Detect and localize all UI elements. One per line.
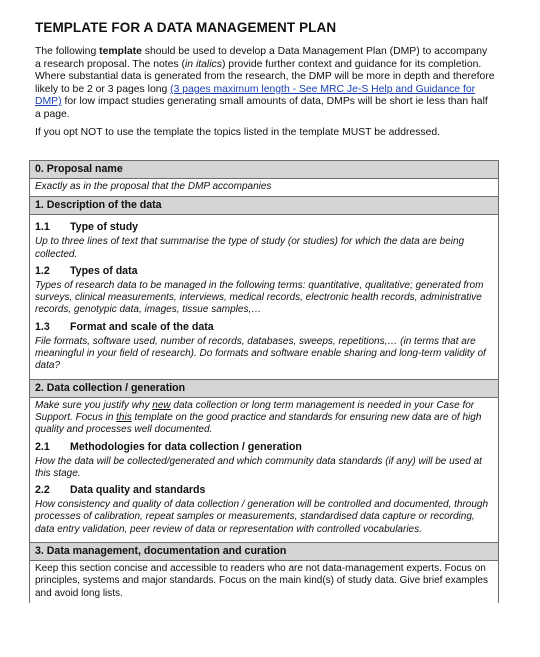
guidance-note: Types of research data to be managed in the following terms: quantitative, qualitative; generated from surveys, clinical measurements, interviews, medical records, electronic health records, administrative records, genotypic data, images, tissue samples,… bbox=[35, 279, 484, 316]
subheading-label: Format and scale of the data bbox=[70, 320, 214, 333]
intro-text-span: The following bbox=[35, 46, 100, 57]
guidance-note bbox=[35, 400, 493, 437]
subheading-format-and-scale bbox=[35, 320, 493, 334]
subheading-number: 1.3 bbox=[35, 320, 50, 333]
section-heading-proposal-name: 0. Proposal name bbox=[30, 161, 498, 179]
intro-bold-template: template bbox=[99, 46, 142, 57]
intro-text-span: for low impact studies generating small amounts of data, DMPs will be short ie less than half a page. bbox=[35, 96, 488, 120]
note-text-span: template on the good practice and standards for ensuring new data are of high quality and processes well documented. bbox=[35, 411, 482, 436]
document-title: TEMPLATE FOR A DATA MANAGEMENT PLAN bbox=[35, 20, 337, 35]
intro-paragraph-1 bbox=[35, 46, 495, 122]
section-cell-description bbox=[30, 215, 498, 378]
intro-italic-note: in italics bbox=[184, 58, 222, 70]
intro-text-span: ) provide further context and guidance for its completion. Where substantial data is generated from the research, the DMP will be more in depth and therefore likely to be 2 or 3 pages long bbox=[35, 58, 495, 95]
subheading-label: Types of data bbox=[70, 264, 138, 277]
subheading-number: 2.1 bbox=[35, 440, 50, 453]
section-heading-data-management: 3. Data management, documentation and curation bbox=[30, 542, 498, 561]
subheading-label: Methodologies for data collection / generation bbox=[70, 440, 302, 453]
guidance-note: How the data will be collected/generated and which community data standards (if any) will be used at this stage. bbox=[35, 455, 482, 479]
section-heading-description: 1. Description of the data bbox=[30, 196, 498, 215]
section-cell-data-management bbox=[30, 561, 498, 603]
guidance-note: How consistency and quality of data collection / generation will be controlled and documented, through processes of calibration, repeat samples or measurements, standardised data capture or recording, data entry validation, peer review of data or representation with controlled vocabularies. bbox=[35, 499, 489, 535]
guidance-note: Up to three lines of text that summarise the type of study (or studies) for which the data are being collected. bbox=[35, 236, 465, 260]
subheading-label: Data quality and standards bbox=[70, 484, 206, 497]
subheading-methodologies bbox=[35, 440, 493, 454]
intro-paragraph-2: If you opt NOT to use the template the topics listed in the template MUST be addressed. bbox=[35, 126, 441, 138]
guidance-note: File formats, software used, number of records, databases, sweeps, repetitions,… (in terms that are meaningful in your field of research). Do formats and software enable sharing and long-term validity of data? bbox=[35, 335, 486, 372]
intro-text-span: should be used to develop a Data Management Plan (DMP) to accompany a research proposal. The notes ( bbox=[35, 46, 488, 70]
guidance-note: Exactly as in the proposal that the DMP accompanies bbox=[35, 181, 272, 192]
section-cell-data-collection bbox=[30, 398, 498, 542]
section-heading-data-collection: 2. Data collection / generation bbox=[30, 379, 498, 398]
section-cell-proposal-name bbox=[30, 179, 498, 196]
subheading-number: 1.2 bbox=[35, 264, 50, 277]
guidance-note: Keep this section concise and accessible to readers who are not data-management experts. Focus on principles, systems and major standards. Focus on the main kind(s) of study data. Give brief examples and avoid long lists. bbox=[35, 563, 488, 599]
subheading-type-of-study bbox=[35, 220, 493, 234]
subheading-number: 2.2 bbox=[35, 484, 50, 497]
subheading-types-of-data bbox=[35, 264, 493, 278]
dmp-template-table bbox=[29, 160, 499, 603]
subheading-label: Type of study bbox=[70, 221, 139, 234]
subheading-data-quality bbox=[35, 483, 493, 497]
note-underlined-new: new bbox=[152, 399, 171, 411]
note-text-span: Make sure you justify why bbox=[35, 399, 153, 411]
intro-text bbox=[35, 46, 495, 139]
mrc-guidance-link[interactable]: (3 pages maximum length - See MRC Je-S Help and Guidance for DMP) bbox=[35, 83, 476, 108]
subheading-number: 1.1 bbox=[35, 221, 50, 234]
note-text-span: data collection or long term management is needed in your Case for Support. Focus in bbox=[35, 399, 475, 423]
note-underlined-this: this bbox=[116, 411, 132, 423]
